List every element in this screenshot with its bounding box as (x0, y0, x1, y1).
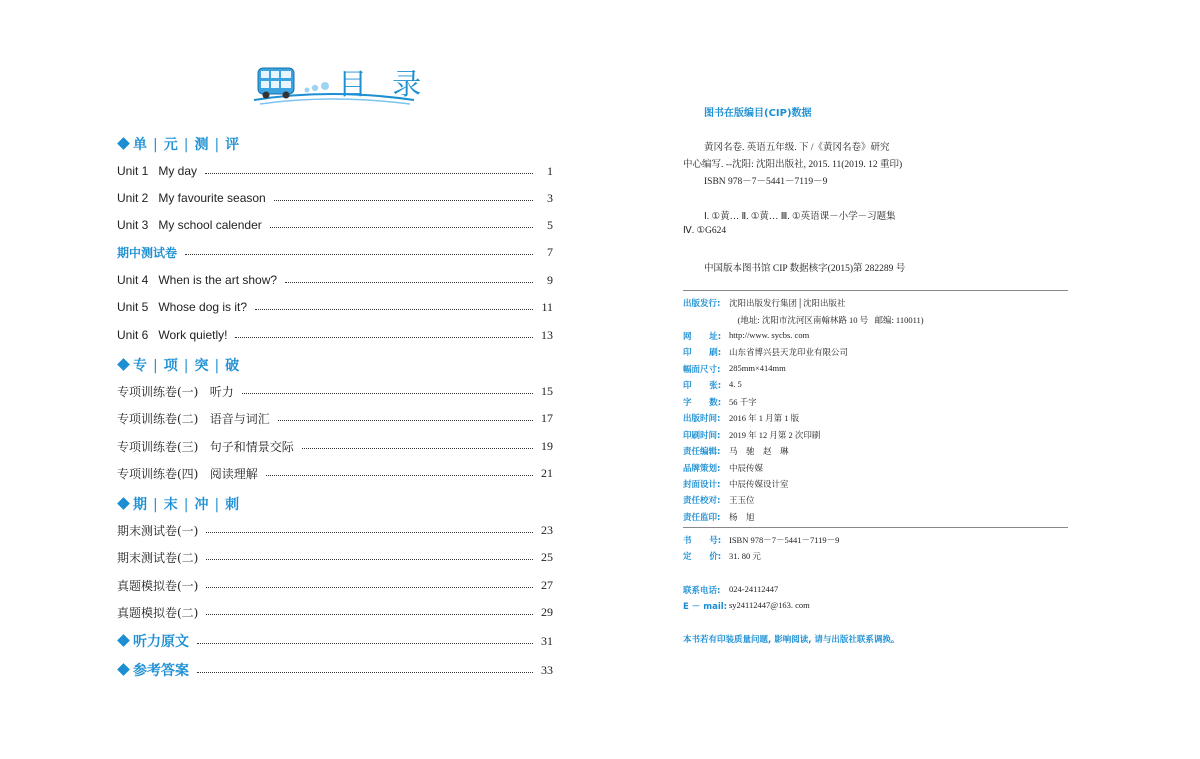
publish-row: 印 刷: 山东省博兴县天龙印业有限公司 (683, 347, 849, 358)
publish-row: 幅面尺寸: 285mm×414mm (683, 363, 786, 375)
toc-entry[interactable]: 参考答案 33 (117, 662, 553, 678)
toc-section-heading: 专 | 项 | 突 | 破 (117, 355, 239, 375)
publish-row: 出版时间: 2016 年 1 月第 1 版 (683, 413, 800, 424)
toc-entry[interactable]: 期末测试卷(一) 23 (117, 522, 553, 538)
publish-row: 品牌策划: 中辰传媒 (683, 463, 764, 474)
diamond-icon (117, 497, 130, 510)
toc-section-heading: 单 | 元 | 测 | 评 (117, 134, 239, 154)
toc-entry[interactable]: 听力原文 31 (117, 633, 553, 649)
publish-row: 出版发行: 沈阳出版发行集团│沈阳出版社 (683, 298, 846, 309)
toc-entry[interactable]: 专项训练卷(一) 听力 15 (117, 383, 553, 399)
toc-entry[interactable]: Unit 3 My school calender 5 (117, 217, 553, 232)
publish-row: 责任编辑: 马 驰 赵 琳 (683, 446, 789, 457)
toc-entry[interactable]: 真题模拟卷(一) 27 (117, 577, 553, 593)
toc-entry[interactable]: 期末测试卷(二) 25 (117, 549, 553, 565)
publish-row: 责任校对: 王玉位 (683, 495, 755, 506)
contact-row: 联系电话: 024-24112447 (683, 584, 779, 596)
diamond-icon (117, 634, 130, 647)
cip-title: 图书在版编目(CIP)数据 (704, 108, 812, 119)
publish-row: 印 张: 4. 5 (683, 379, 742, 391)
publish-row: 封面设计: 中辰传媒设计室 (683, 479, 789, 490)
toc-entry[interactable]: Unit 5 Whose dog is it? 11 (117, 299, 553, 314)
publish-row: 网 址: http://www. sycbs. com (683, 330, 810, 342)
toc-entry[interactable]: 专项训练卷(二) 语音与词汇 17 (117, 410, 553, 426)
toc-entry[interactable]: 专项训练卷(四) 阅读理解 21 (117, 465, 553, 481)
publish-row: 责任监印: 杨 旭 (683, 512, 755, 523)
contact-row[interactable]: E － mail: sy24112447@163. com (683, 600, 810, 612)
divider (683, 290, 1068, 291)
toc-entry[interactable]: Unit 6 Work quietly! 13 (117, 327, 553, 342)
cip-line: Ⅰ. ①黄… Ⅱ. ①黄… Ⅲ. ①英语课－小学－习题集 (704, 212, 896, 222)
toc-entry[interactable]: Unit 4 When is the art show? 9 (117, 272, 553, 287)
toc-entry[interactable]: 期中测试卷 7 (117, 244, 553, 260)
quality-notice: 本书若有印装质量问题, 影响阅读, 请与出版社联系调换。 (683, 635, 900, 645)
diamond-icon (117, 137, 130, 150)
cip-line: 中心编写. --沈阳: 沈阳出版社, 2015. 11(2019. 12 重印) (683, 160, 903, 170)
price-row: 书 号: ISBN 978－7－5441－7119－9 (683, 535, 840, 546)
toc-section-heading: 期 | 末 | 冲 | 刺 (117, 494, 239, 514)
toc-title: 目 录 (338, 67, 430, 101)
toc-entry[interactable]: Unit 2 My favourite season 3 (117, 190, 553, 205)
cip-line: ISBN 978－7－5441－7119－9 (704, 177, 828, 187)
diamond-icon (117, 663, 130, 676)
cip-line: 中国版本图书馆 CIP 数据核字(2015)第 282289 号 (704, 264, 906, 274)
cip-line: 黄冈名卷. 英语五年级. 下 /《黄冈名卷》研究 (704, 143, 890, 153)
toc-entry[interactable]: Unit 1 My day 1 (117, 163, 553, 178)
price-row: 定 价: 31. 80 元 (683, 551, 761, 562)
publish-row: 印刷时间: 2019 年 12 月第 2 次印刷 (683, 430, 821, 441)
cip-line: Ⅳ. ①G624 (683, 226, 727, 236)
publish-row: (地址: 沈阳市沈河区南翰林路 10 号 邮编: 110011) (729, 315, 924, 325)
divider (683, 527, 1068, 528)
diamond-icon (117, 358, 130, 371)
publish-row: 字 数: 56 千字 (683, 397, 757, 408)
toc-entry[interactable]: 专项训练卷(三) 句子和情景交际 19 (117, 438, 553, 454)
toc-entry[interactable]: 真题模拟卷(二) 29 (117, 604, 553, 620)
